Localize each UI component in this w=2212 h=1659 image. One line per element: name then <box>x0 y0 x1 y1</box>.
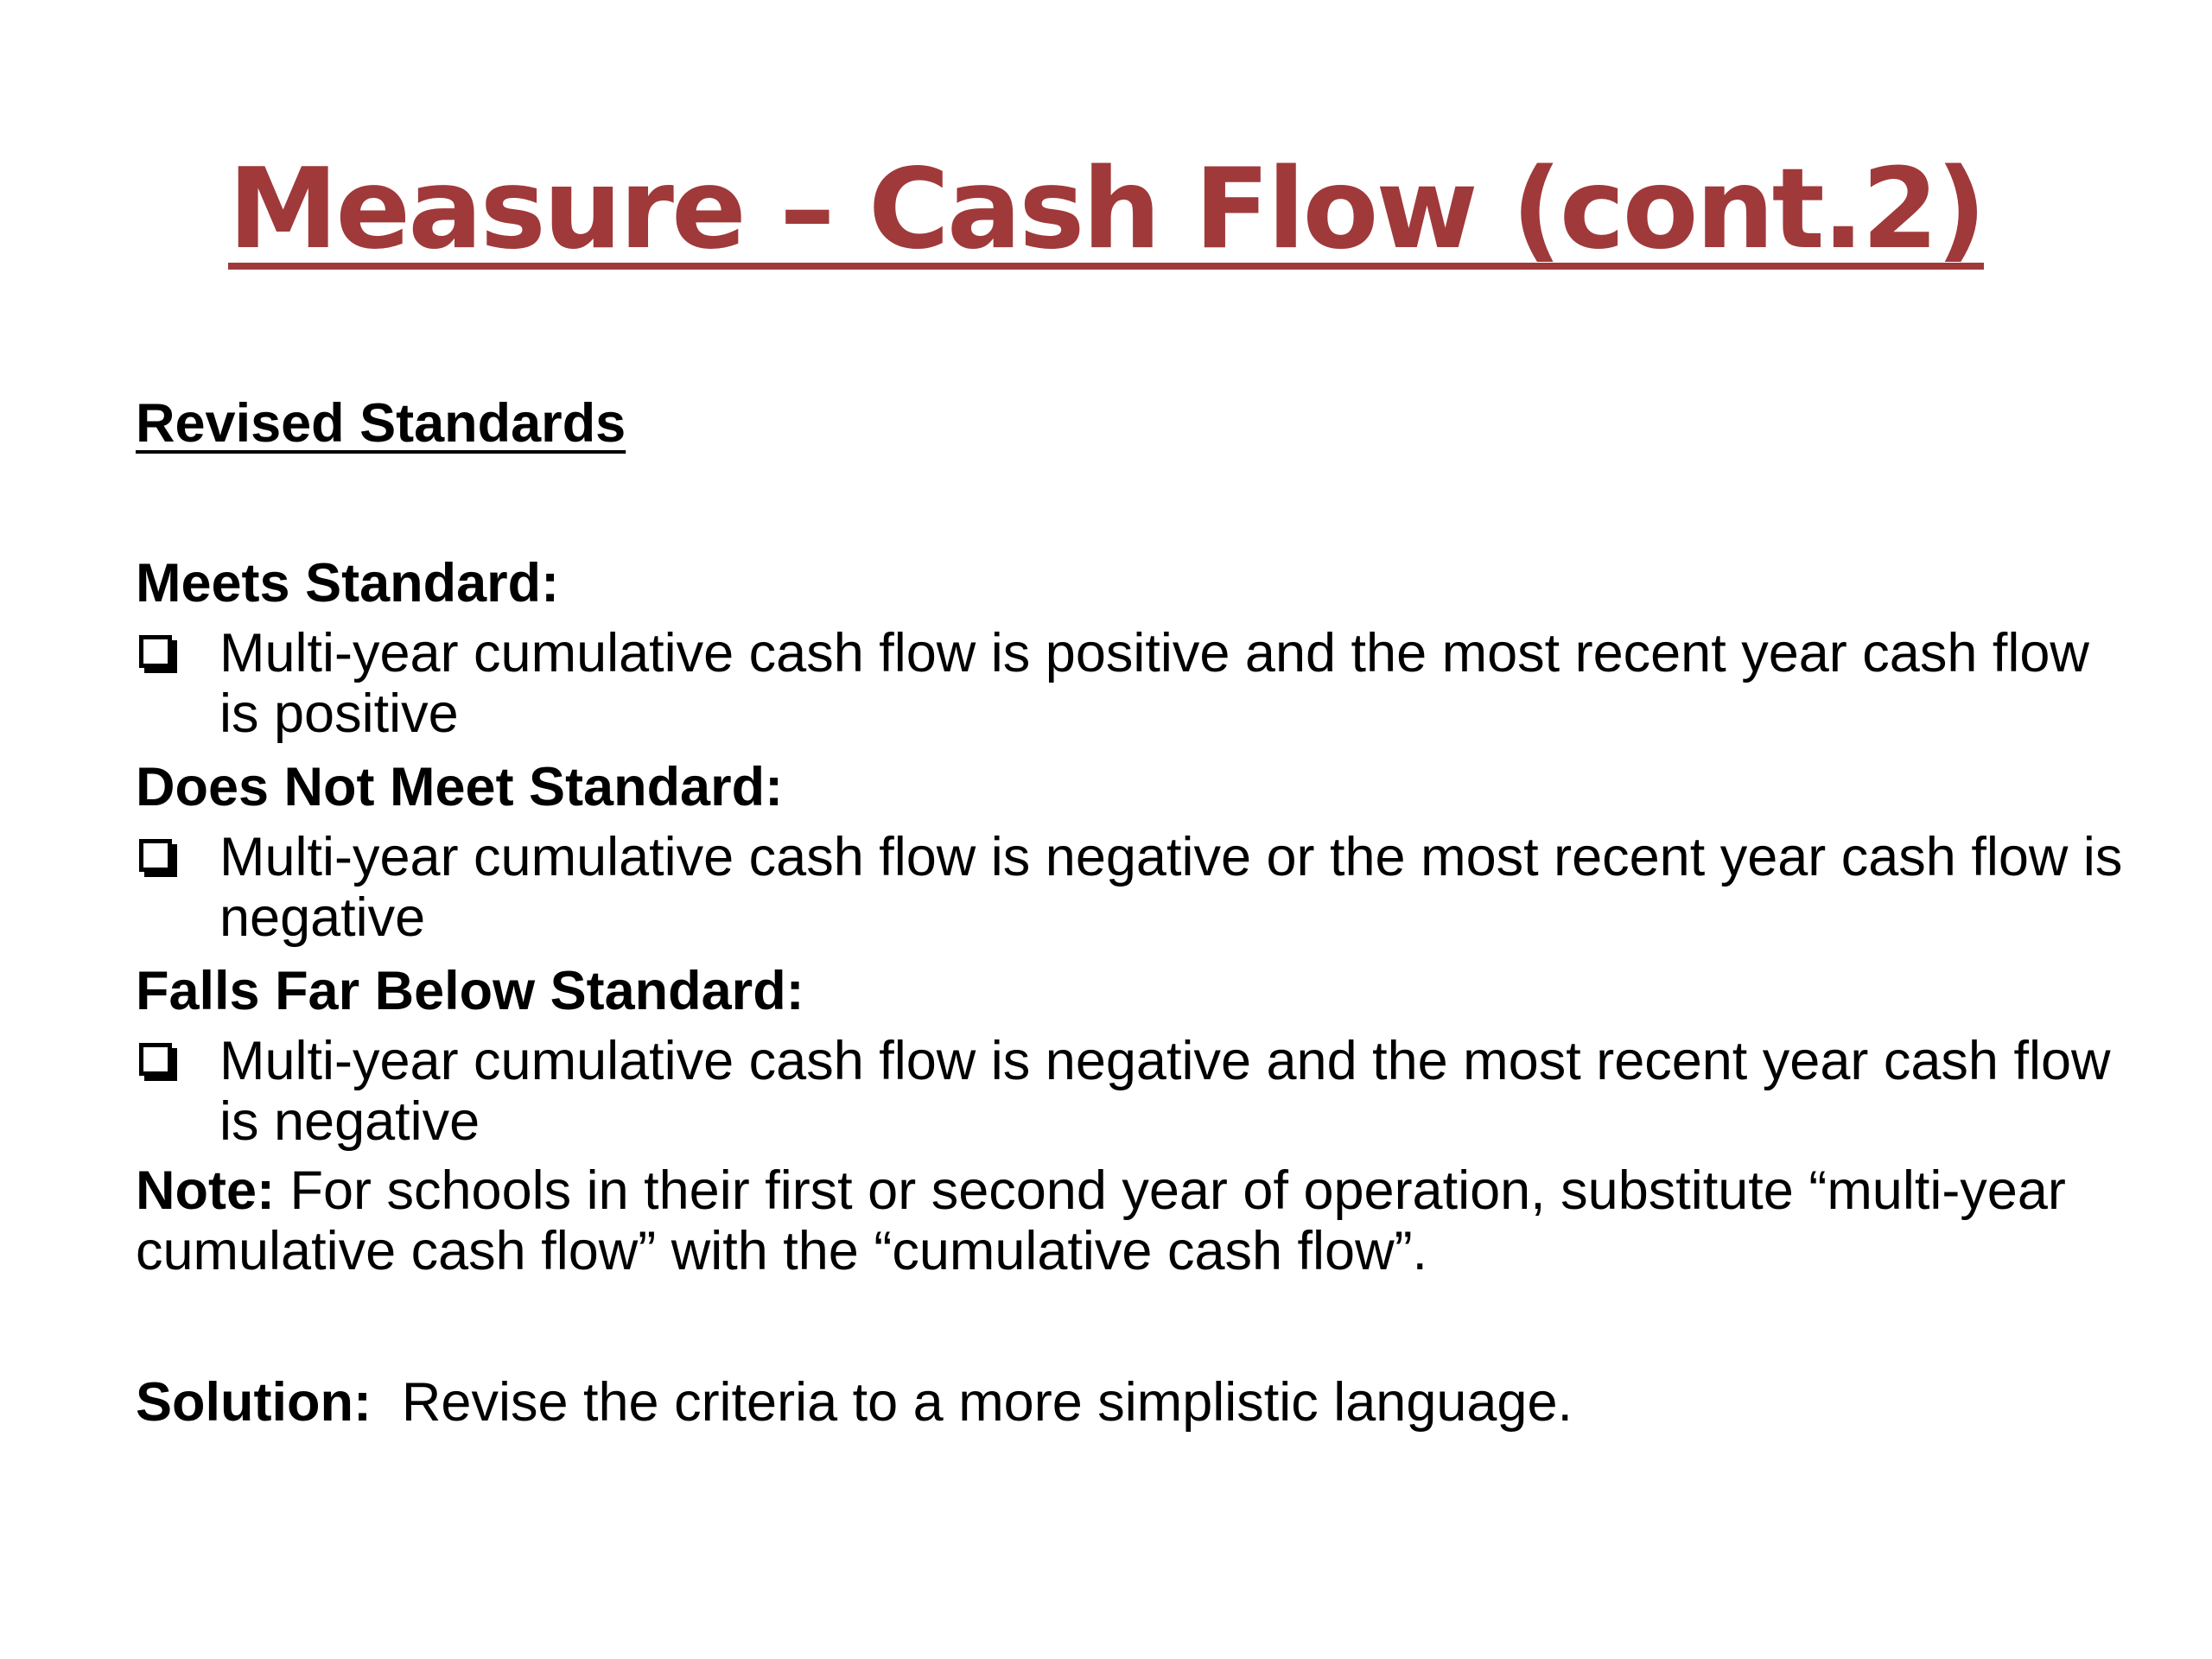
criteria-bullet-meets <box>136 623 2123 744</box>
slide-title-text: Measure – Cash Flow (cont.2) <box>228 145 1984 274</box>
note-label: Note: <box>136 1160 275 1221</box>
criteria-bullet-text: Multi-year cumulative cash flow is positive and the most recent year cash flow is positive <box>219 623 2089 744</box>
solution-text: Revise the criteria to a more simplistic language. <box>371 1372 1573 1433</box>
checkbox-square-icon <box>139 1043 172 1076</box>
criteria-label-meets: Meets Standard: <box>136 553 560 613</box>
section-heading: Revised Standards <box>136 393 626 454</box>
checkbox-square-icon <box>139 635 172 668</box>
checkbox-square-icon <box>139 839 172 872</box>
criteria-label-does-not-meet: Does Not Meet Standard: <box>136 757 784 817</box>
criteria-bullet-does-not-meet <box>136 827 2123 948</box>
solution-paragraph <box>136 1372 2123 1433</box>
note-paragraph <box>136 1160 2123 1281</box>
criteria-bullet-text: Multi-year cumulative cash flow is negative or the most recent year cash flow is negative <box>219 827 2123 948</box>
criteria-label-falls-far-below: Falls Far Below Standard: <box>136 961 804 1021</box>
solution-label: Solution: <box>136 1372 372 1433</box>
note-text: For schools in their first or second year of operation, substitute “multi-year cumulative cash flow” with the “cumulative cash flow”. <box>136 1160 2066 1281</box>
criteria-bullet-falls-far-below <box>136 1031 2123 1152</box>
criteria-bullet-text: Multi-year cumulative cash flow is negative and the most recent year cash flow is negative <box>219 1031 2111 1152</box>
slide-title <box>0 145 2212 275</box>
slide-content <box>136 393 2123 1433</box>
